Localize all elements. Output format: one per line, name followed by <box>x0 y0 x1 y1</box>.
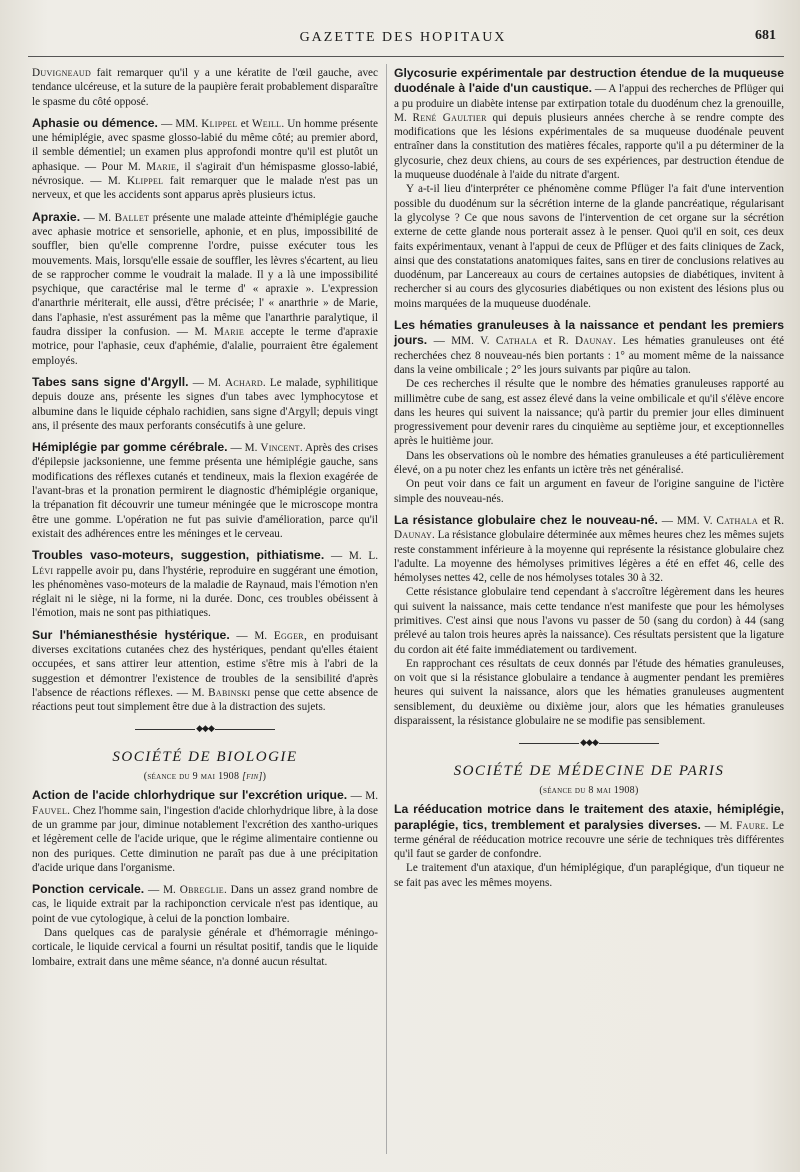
author-name: Marie <box>213 326 245 339</box>
paragraph: Dans les observations où le nombre des hématies granuleuses a été particulièrement élevé, on a pu noter chez les enfants un ictère très net généralisé. <box>394 449 784 477</box>
paragraph-duvigneaud: Duvigneaud fait remarquer qu'il y a une kératite de l'œil gauche, avec tendance ulcéreuse, et la suture de la paupière ferait probablement disparaître le spasme du côté opposé. <box>32 67 378 108</box>
page-number: 681 <box>755 28 776 43</box>
article-heading: Ponction cervicale. <box>32 882 145 897</box>
article-heading: Tabes sans signe d'Argyll. <box>32 374 189 389</box>
article-heading: Apraxie. <box>32 209 81 224</box>
right-column <box>394 66 784 897</box>
article-glycosurie: Glycosurie expérimentale par destruction étendue de la muqueuse duodénale à l'aide d'un caustique. — A l'appui des recherches de Pflüger qui a pu produire un diabète intense par extirpation totale du duodénum chez la grenouille, M. René Gaultier qui depuis plusieurs années cherche à se rendre compte des modifications que les lésions expérimentales de sa muqueuse duodénale peuvent entraîner dans la constitution des matières fécales, rapporte qu'il a pu déterminer de la glycosurie, chez deux chiens, au cours de ses expériences, par destruction étendue de la muqueuse duodénale à l'aide du nitrate d'argent. <box>394 66 784 182</box>
author-name: Cathala <box>495 335 538 348</box>
article-troubles: Troubles vaso-moteurs, suggestion, pithiatisme. — M. L. Lévi rappelle avoir pu, dans l'hystérie, reproduire en suggérant une émotion, les phénomènes vaso-moteurs de la maladie de Raynaud, mais l'émotion n'en réglait ni le siège, ni la forme, ni la durée. Donc, ces troubles obéissent à l'émotion, mais ne sont pas pithiatiques. <box>32 548 378 620</box>
paragraph: Le traitement d'un ataxique, d'un hémiplégique, d'un paraplégique, d'un tiqueur ne se fait pas avec les mêmes moyens. <box>394 862 784 889</box>
article-hemiplegie: Hémiplégie par gomme cérébrale. — M. Vincent. Après des crises d'épilepsie jacksonienne, une femme présenta une hémiplégie gauche, sans modifications des réflexes cutanés et tendineux, mais la flexion exagérée de l'avant-bras et la pronation permirent le diagnostic d'hémiplégie organique, la trépanation fit découvrir une tumeur méningée que le microscope montra être une gomme. L'opération ne fut pas suivie d'amélioration, parce qu'il existait des adhérences entre les méninges et le cerveau. <box>32 440 378 540</box>
article-heading: Hémiplégie par gomme cérébrale. <box>32 440 228 455</box>
article-heading: Les hématies granuleuses à la naissance et pendant les premiers jours. <box>394 318 784 348</box>
article-tabes: Tabes sans signe d'Argyll. — M. Achard. Le malade, syphilitique depuis douze ans, présente les signes d'un tabes avec lymphocytose et albumine dans le liquide céphalo rachidien, sans signe d'Argyll; depuis vingt ans, il présente des maux perforants consécutifs à une gelure. <box>32 374 379 432</box>
author-name: Lévi <box>32 564 54 577</box>
section-heading-biologie <box>32 750 378 785</box>
author-name: Achard <box>225 376 263 389</box>
article-hemianesthesie: Sur l'hémianesthésie hystérique. — M. Egger, en produisant diverses excitations cutanées chez des hystériques, pendant qu'elles étaient occupées, et sans attirer leur attention, estime s'être mis à l'abri de la suggestion et démontrer l'existence de troubles de la sensibilité d'après l'absence de réactions réflexes. — M. Babinski pense que cette absence de réactions peut tout simplement être due à la distraction des sujets. <box>32 627 378 714</box>
article-apraxie: Apraxie. — M. Ballet présente une malade atteinte d'hémiplégie gauche avec aphasie motrice et sensorielle, aphonie, et en plus, impossibilité de souffler, bien qu'elle comprenne l'ordre, puisse exécuter tous les mouvements. Mais, lorsqu'elle essaie de souffler, les lèvres s'écartent, au lieu de se rapprocher comme le voudrait la malade. Il y a là une impossibilité psychique, que caractérise mal le terme d' « apraxie ». L'expression d'anarthrie mériterait, elle aussi, d'être précisée; l' « anarthrie » de Marie, dans l'aphasie, n'est assurément pas la même que l'anarthrie paralytique, il faudra dissiper la confusion. — M. Marie accepte le terme d'apraxie motrice, pour l'aphasie, ceux d'aphémie, d'alalie, pourraient être également employés. <box>32 209 379 367</box>
author-name: Daunay <box>575 335 614 348</box>
ornament-divider: ◆◆◆ <box>394 735 784 749</box>
section-date: (séance du 9 mai 1908 [fin]) <box>143 771 267 783</box>
article-heading: La rééducation motrice dans le traitement des ataxie, hémiplégie, paraplégie, tics, tremblement et paralysies diverses. <box>394 802 784 832</box>
running-header <box>28 28 778 52</box>
publication-title: GAZETTE DES HOPITAUX <box>299 30 507 45</box>
section-name: SOCIÉTÉ DE MÉDECINE DE PARIS <box>453 762 725 779</box>
section-name: SOCIÉTÉ DE BIOLOGIE <box>112 748 298 765</box>
article-heading: Sur l'hémianesthésie hystérique. <box>32 627 230 642</box>
article-aphasie: Aphasie ou démence. — MM. Klippel et Weill. Un homme présente une hémiplégie, avec spasme glosso-labié du même côté; au premier abord, il semble démentiel; un examen plus approfondi montre qu'il est plutôt un aphasique. — Pour M. Marie, il s'agirait d'un hémispasme glosso-labié, névrosique. — M. Klippel fait remarquer que le malade n'est pas un nerveux, et que les accidents sont apparus après plusieurs ictus. <box>32 115 378 202</box>
ornament-divider: ◆◆◆ <box>32 721 378 735</box>
author-name: Marie <box>146 160 177 173</box>
paragraph: En rapprochant ces résultats de ceux donnés par l'étude des hématies granuleuses, on voit que si la résistance globulaire a tendance à augmenter pendant les premières heures qui suivent la naissance, alors que les hématies granuleuses augmentent sensiblement, du deuxième ou dixième jour, alors que les hématies granuleuses disparaissent, la résistance globulaire ne se modifie pas sensiblement. <box>394 657 784 728</box>
author-name: Duvigneaud <box>32 67 92 79</box>
author-name: Fauvel <box>32 804 68 817</box>
paragraph: On peut voir dans ce fait un argument en faveur de l'origine sanguine de l'ictère simple des nouveau-nés. <box>394 478 784 505</box>
author-name: Vincent <box>260 442 300 455</box>
paragraph: Cette résistance globulaire tend cependant à s'accroître légèrement dans les heures qui suivent la naissance, mais cette tendance n'est manifeste que pour les hémolyses primitives. C'est ainsi que nous l'avons vu passer de 50 (sang du cordon) à 44 (sang prélevé au talon trois heures après la naissance). Ces résultats persistent que la ligature du cordon ait été faite immédiatement ou tardivement. <box>394 586 784 656</box>
column-divider <box>386 64 387 1154</box>
article-hematies: Les hématies granuleuses à la naissance et pendant les premiers jours. — MM. V. Cathala et R. Daunay. Les hématies granuleuses ont été recherchées chez 8 nouveau-nés bien portants : 1° au moment même de la naissance dans la veine ombilicale ; 2° les jours suivants par piqûre au talon. <box>394 318 784 376</box>
author-name: Egger <box>273 629 304 642</box>
author-name: Obreglie <box>179 884 224 897</box>
article-heading: Action de l'acide chlorhydrique sur l'excrétion urique. <box>32 788 348 803</box>
article-heading: Glycosurie expérimentale par destruction étendue de la muqueuse duodénale à l'aide d'un caustique. <box>394 66 784 96</box>
paragraph: Y a-t-il lieu d'interpréter ce phénomène comme Pflüger l'a fait d'une intervention possible du duodénum sur la sécrétion interne de la glande pancréatique, régularisant la glycolyse ? Ce que nous savons de l'intervention de cet organe sur la sécrétion externe de cette glande nous porterait assez à le penser. Quoi qu'il en soit, ces deux faits expérimentaux, venant à l'appui de ceux de Pflüger et des faits cliniques de Zack, ainsi que des constatations anatomiques faites, sans en tirer de conclusions relatives au duodénum, par Lancereaux au cours de certaines autopsies de diabétiques, invitent à rechercher si au cours des glycosuries diabétiques ou non existent des lésions plus ou moins marquées de la muqueuse duodénale. <box>394 183 784 310</box>
author-name: Ballet <box>114 211 150 224</box>
left-column <box>32 66 378 976</box>
paragraph: Dans quelques cas de paralysie générale et d'hémorragie méningo-corticale, le liquide cervical a fourni un résultat positif, tandis que le liquide lombaire, extrait dans une même séance, n'a donné aucun résultat. <box>32 927 378 968</box>
author-name: Klippel <box>126 175 164 188</box>
author-name: Daunay <box>394 529 433 542</box>
section-heading-medecine <box>394 764 784 799</box>
author-name: Klippel <box>201 117 238 130</box>
article-heading: Troubles vaso-moteurs, suggestion, pithiatisme. <box>32 548 325 563</box>
paragraph: De ces recherches il résulte que le nombre des hématies granuleuses rapporté au millimètre cube de sang, est assez élevé dans la veine ombilicale et qu'il s'élève encore dans les heures qui suivent la naissance; qu'à partir du premier jour elles diminuent progressivement pour devenir rares du cinquième au septième jour, et exceptionnelles après le huitième jour. <box>394 378 784 448</box>
article-acide: Action de l'acide chlorhydrique sur l'excrétion urique. — M. Fauvel. Chez l'homme sain, l'ingestion d'acide chlorhydrique libre, à la dose de un gramme par jour, diminue notablement l'excrétion des xantho-uriques et légèrement celle de l'acide urique, que le régime alimentaire contienne ou non des puriques. Cette diminution ne paraît pas due à une précipitation d'acide urique dans l'organisme. <box>32 788 378 874</box>
author-name: René Gaultier <box>412 111 487 124</box>
article-reeducation: La rééducation motrice dans le traitement des ataxie, hémiplégie, paraplégie, tics, tremblement et paralysies diverses. — M. Faure. Le terme général de rééducation motrice recouvre une série de techniques très différentes qu'il faut se garder de confondre. <box>394 802 784 861</box>
author-name: Faure <box>736 819 766 832</box>
article-ponction: Ponction cervicale. — M. Obreglie. Dans un assez grand nombre de cas, le liquide extrait par la rachiponction cervicale n'est pas identique, au point de vue cytologique, à celui de la ponction lombaire. <box>32 882 378 925</box>
section-date: (séance du 8 mai 1908) <box>539 784 639 796</box>
article-heading: Aphasie ou démence. <box>32 115 158 130</box>
author-name: Weill <box>251 117 282 130</box>
author-name: Babinski <box>208 686 251 699</box>
author-name: Cathala <box>716 514 758 527</box>
article-resistance: La résistance globulaire chez le nouveau-né. — MM. V. Cathala et R. Daunay. La résistance globulaire déterminée aux mêmes heures chez les mêmes sujets reste constamment inférieure à la moyenne qui représente la résistance globulaire chez l'adulte. La moyenne des hémolyses primitives légères a été en effet 46, celle des hémolyses nettes 42, celle de nos hémolyses totales 30 à 32. <box>394 512 784 585</box>
article-heading: La résistance globulaire chez le nouveau-né. <box>394 512 658 527</box>
header-rule <box>28 56 784 57</box>
